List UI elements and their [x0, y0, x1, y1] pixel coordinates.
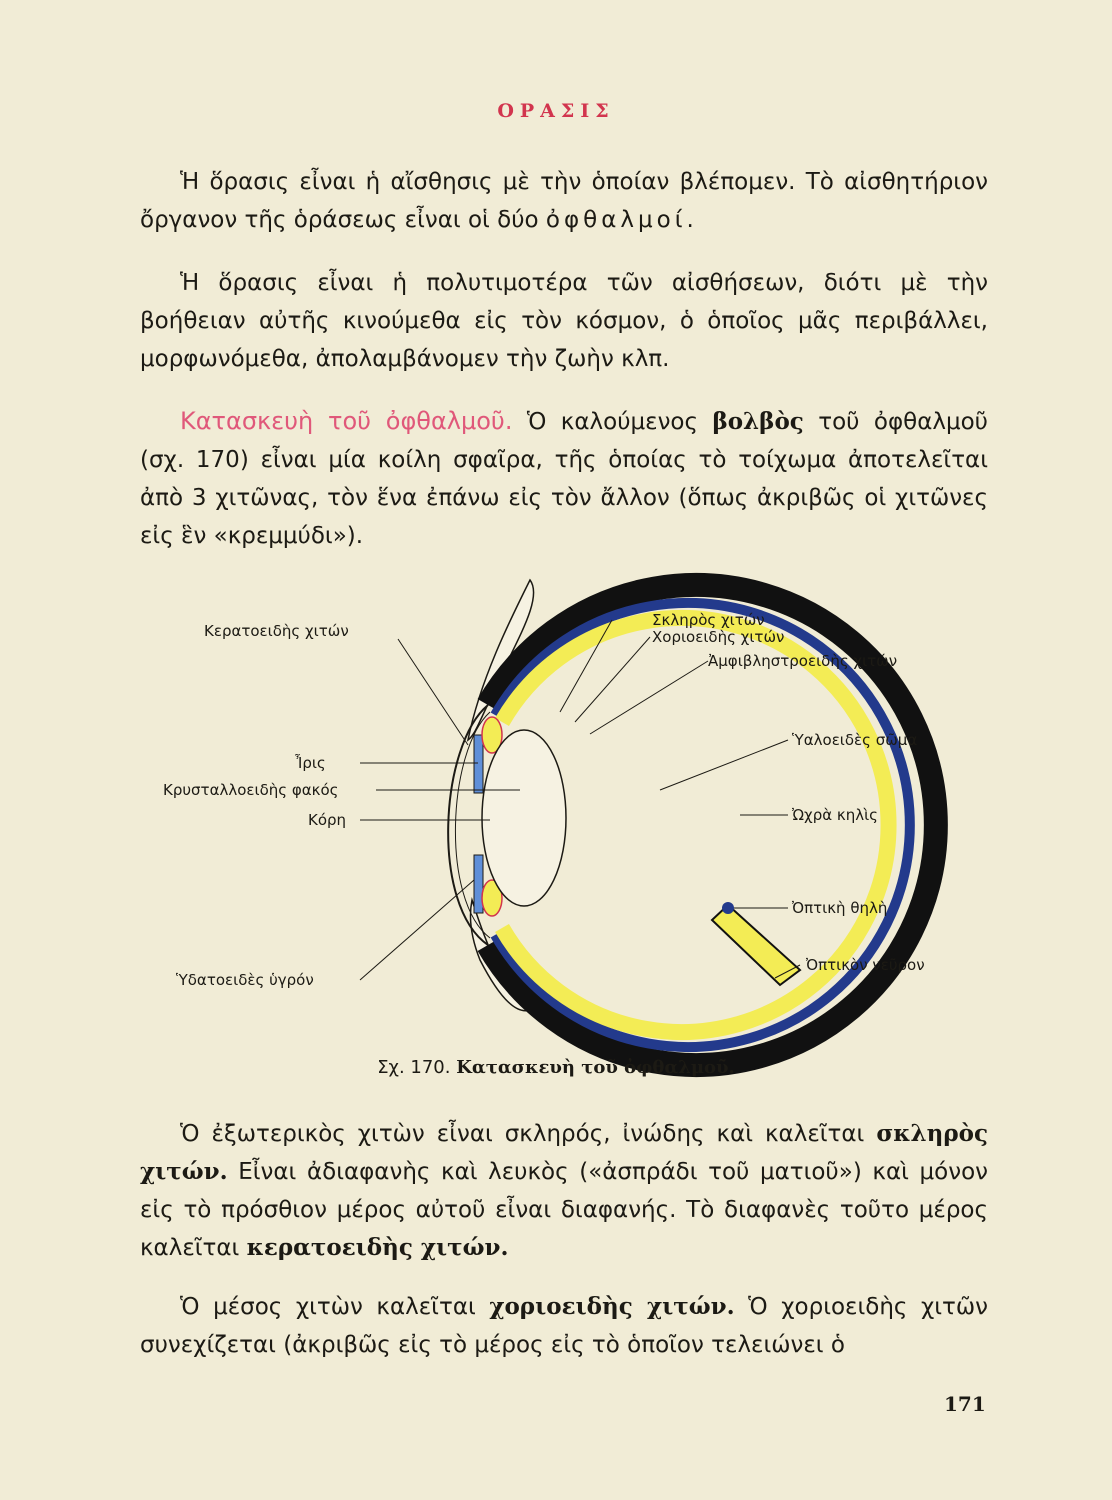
page-title: ΟΡΑΣΙΣ [497, 100, 615, 122]
paragraph-4-bold-b: κερατοειδὴς χιτών. [246, 1234, 509, 1261]
iris-upper [474, 735, 483, 793]
label-vitreous: Ὑαλοειδὲς σῶμα [792, 731, 918, 749]
paragraph-1-spaced-word: ὀφθαλμοί. [545, 207, 698, 233]
label-retina: Ἀμφιβληστροειδὴς χιτών [708, 652, 898, 670]
paragraph-2: Ἡ ὅρασις εἶναι ἡ πολυτιμοτέρα τῶν αἰσθήσεων, διότι μὲ τὴν βοήθειαν αὐτῆς κινούμεθα εἰς τὸν κόσμον, ὁ ὁποῖος μᾶς περιβάλλει, μορφωνόμεθα, ἀπολαμβάνομεν τὴν ζωὴν κλπ. [140, 270, 988, 372]
section-heading: Κατασκευὴ τοῦ ὀφθαλμοῦ. [180, 407, 513, 435]
paragraph-4 [140, 1115, 988, 1267]
optic-nerve [712, 905, 800, 985]
paragraph-3-text-b: τοῦ ὀφθαλμοῦ (σχ. 170) εἶναι μία κοίλη σφαῖρα, τῆς ὁποίας τὸ τοίχωμα ἀποτελεῖται ἀπὸ 3 χιτῶνας, τὸν ἕνα ἐπάνω εἰς τὸν ἄλλον (ὅπως ἀκριβῶς οἱ χιτῶνες εἰς ἓν «κρεμμύδι»). [140, 409, 988, 549]
iris-lower [474, 855, 483, 913]
paragraph-5-bold: χοριοειδὴς χιτών. [489, 1293, 735, 1320]
paragraph-4-text-b: Εἶναι ἀδιαφανὴς καὶ λευκὸς («ἀσπράδι τοῦ ματιοῦ») καὶ μόνον εἰς τὸ πρόσθιον μέρος αὐτοῦ εἶναι διαφανής. Τὸ διαφανὲς τοῦτο μέρος καλεῖται [140, 1159, 988, 1261]
paragraph-3-text-a: Ὁ καλούμενος [512, 409, 713, 435]
paragraph-3-bold: βολβὸς [712, 408, 804, 435]
label-optic-nerve: Ὀπτικὸν νεῦρον [806, 956, 925, 974]
leader-retina [590, 661, 708, 734]
label-pupil: Κόρη [308, 811, 347, 829]
label-sclera: Σκληρὸς χιτών [652, 611, 765, 629]
paragraph-5-text-a: Ὁ μέσος χιτὼν καλεῖται [180, 1294, 490, 1320]
caption-prefix: Σχ. 170. [377, 1057, 451, 1078]
optic-disc-mark [722, 902, 734, 914]
caption-text: Κατασκευὴ τοῦ ὀφθαλμοῦ. [456, 1057, 735, 1078]
label-cornea: Κερατοειδὴς χιτών [204, 622, 349, 640]
paragraph-4-text-a: Ὁ ἐξωτερικὸς χιτὼν εἶναι σκληρός, ἰνώδης καὶ καλεῖται [180, 1121, 877, 1147]
page-number: 171 [944, 1392, 986, 1416]
label-optic-disc: Ὀπτικὴ θηλὴ [792, 899, 888, 917]
paragraph-5-text-b: Ὁ χοριοειδὴς χιτῶν συνεχίζεται (ἀκριβῶς εἰς τὸ μέρος εἰς τὸ ὁποῖον τελειώνει ὁ [140, 1294, 988, 1358]
label-aqueous: Ὑδατοειδὲς ὑγρόν [176, 971, 314, 989]
lens [482, 730, 566, 906]
leader-cornea [398, 639, 468, 745]
figure-caption [0, 1057, 1112, 1078]
paragraph-5 [140, 1288, 988, 1364]
label-choroid: Χοριοειδὴς χιτών [652, 628, 785, 646]
label-macula: Ὠχρὰ κηλὶς [792, 806, 878, 824]
label-iris: Ἶρις [295, 754, 326, 772]
leader-vitreous [660, 740, 788, 790]
paragraph-4-bold-a: σκληρὸς χιτών. [140, 1120, 988, 1185]
leader-aqueous [360, 880, 474, 980]
label-lens: Κρυσταλλοειδὴς φακός [163, 781, 339, 799]
paragraph-1-text: Ἡ ὅρασις εἶναι ἡ αἴσθησις μὲ τὴν ὁποίαν βλέπομεν. Τὸ αἰσθητήριον ὄργανον τῆς ὁράσεως εἶναι οἱ δύο [140, 169, 988, 233]
